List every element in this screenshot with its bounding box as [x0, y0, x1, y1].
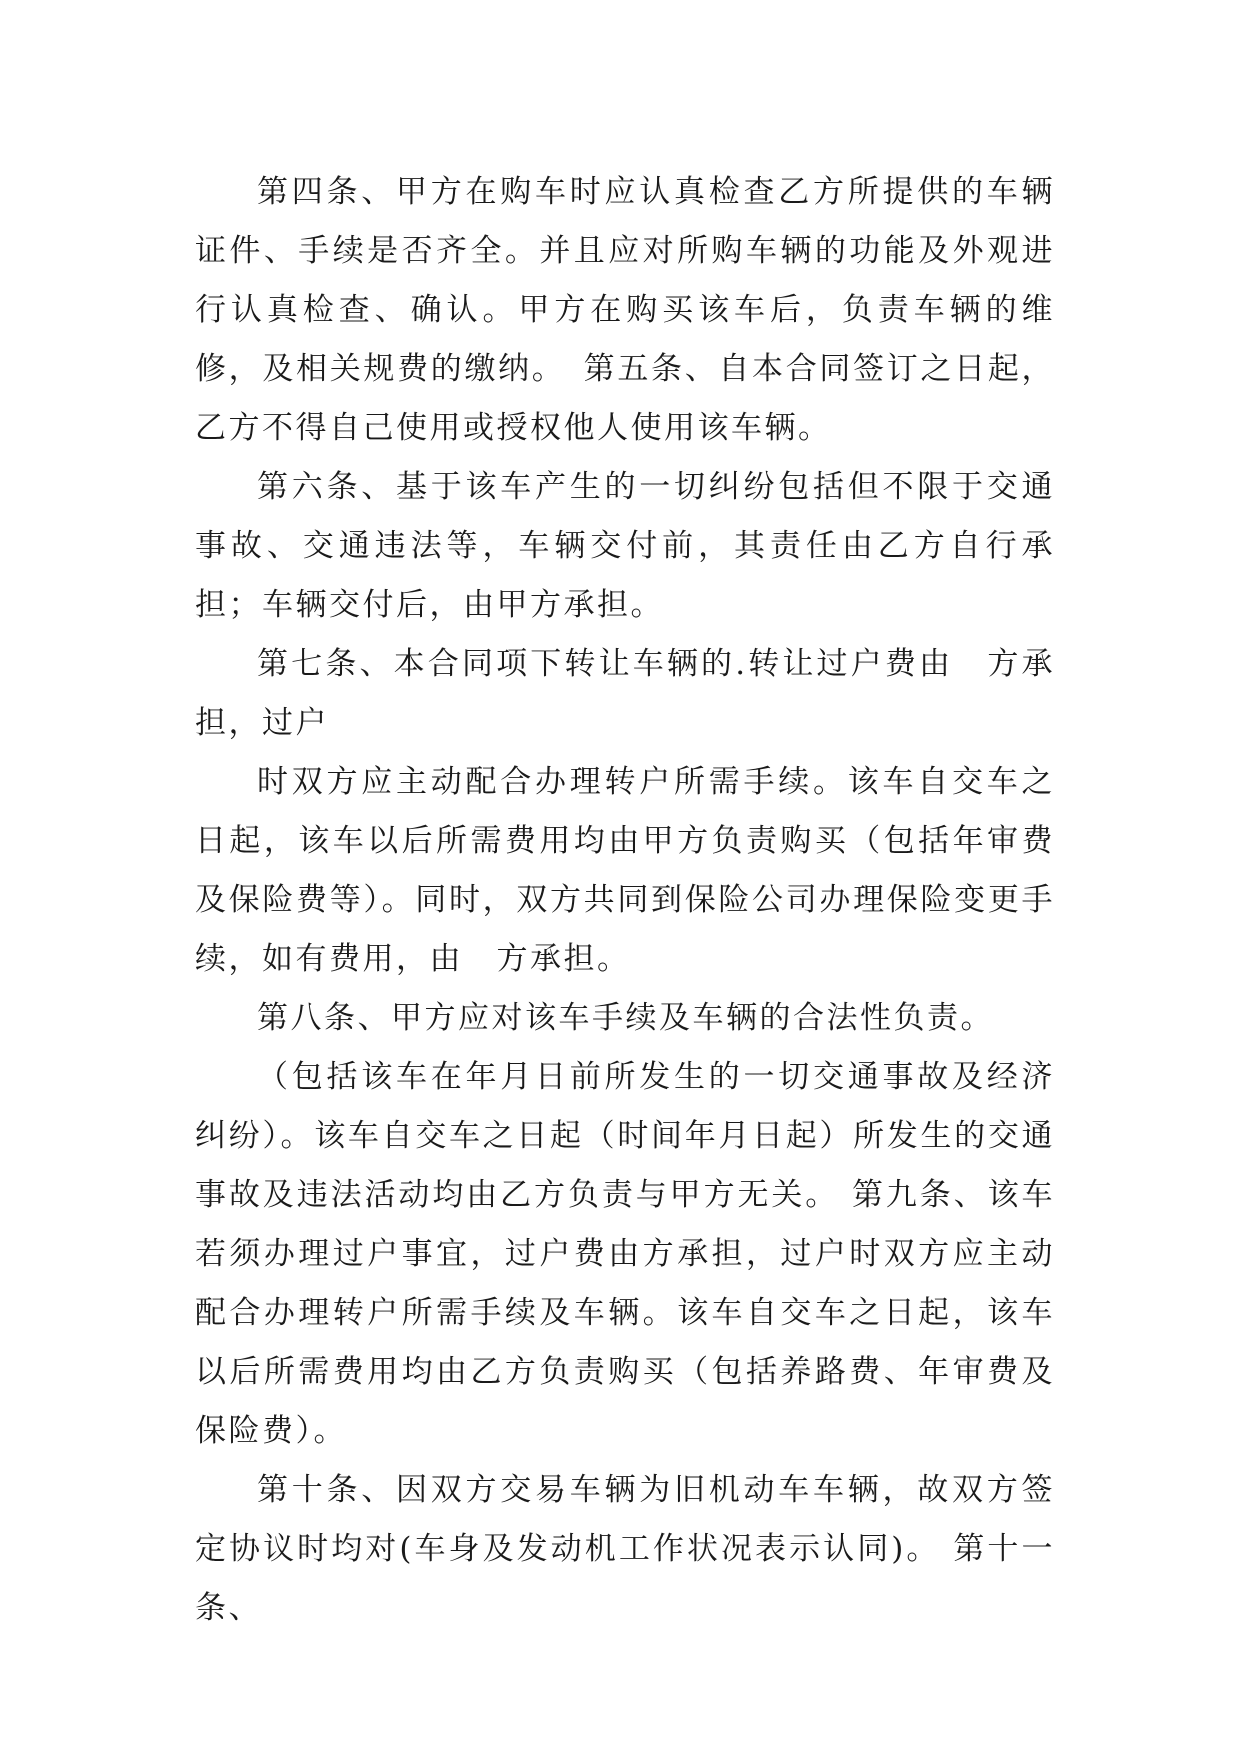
paragraph-article-7-continued: 时双方应主动配合办理转户所需手续。该车自交车之日起，该车以后所需费用均由甲方负责购买（包括年审费及保险费等）。同时，双方共同到保险公司办理保险变更手续，如有费用，由 方承担。 — [195, 764, 1055, 977]
paragraph-article-4-5: 第四条、甲方在购车时应认真检查乙方所提供的车辆证件、手续是否齐全。并且应对所购车辆的功能及外观进行认真检查、确认。甲方在购买该车后，负责车辆的维修，及相关规费的缴纳。 第五条、自本合同签订之日起，乙方不得自己使用或授权他人使用该车辆。 — [195, 174, 1055, 446]
paragraph-article-6: 第六条、基于该车产生的一切纠纷包括但不限于交通事故、交通违法等，车辆交付前，其责任由乙方自行承担；车辆交付后，由甲方承担。 — [195, 469, 1055, 623]
document-body — [195, 163, 1055, 1638]
paragraph-article-7: 第七条、本合同项下转让车辆的.转让过户费由 方承担，过户 — [195, 646, 1055, 741]
paragraph-article-10-11: 第十条、因双方交易车辆为旧机动车车辆，故双方签定协议时均对(车身及发动机工作状况表示认同)。 第十一条、 — [195, 1472, 1055, 1626]
paragraph-article-8-9: （包括该车在年月日前所发生的一切交通事故及经济纠纷）。该车自交车之日起（时间年月日起）所发生的交通事故及违法活动均由乙方负责与甲方无关。 第九条、该车若须办理过户事宜，过户费由方承担，过户时双方应主动配合办理转户所需手续及车辆。该车自交车之日起，该车以后所需费用均由乙方负责购买（包括养路费、年审费及保险费）。 — [195, 1059, 1055, 1449]
paragraph-article-8: 第八条、甲方应对该车手续及车辆的合法性负责。 — [257, 1000, 994, 1036]
